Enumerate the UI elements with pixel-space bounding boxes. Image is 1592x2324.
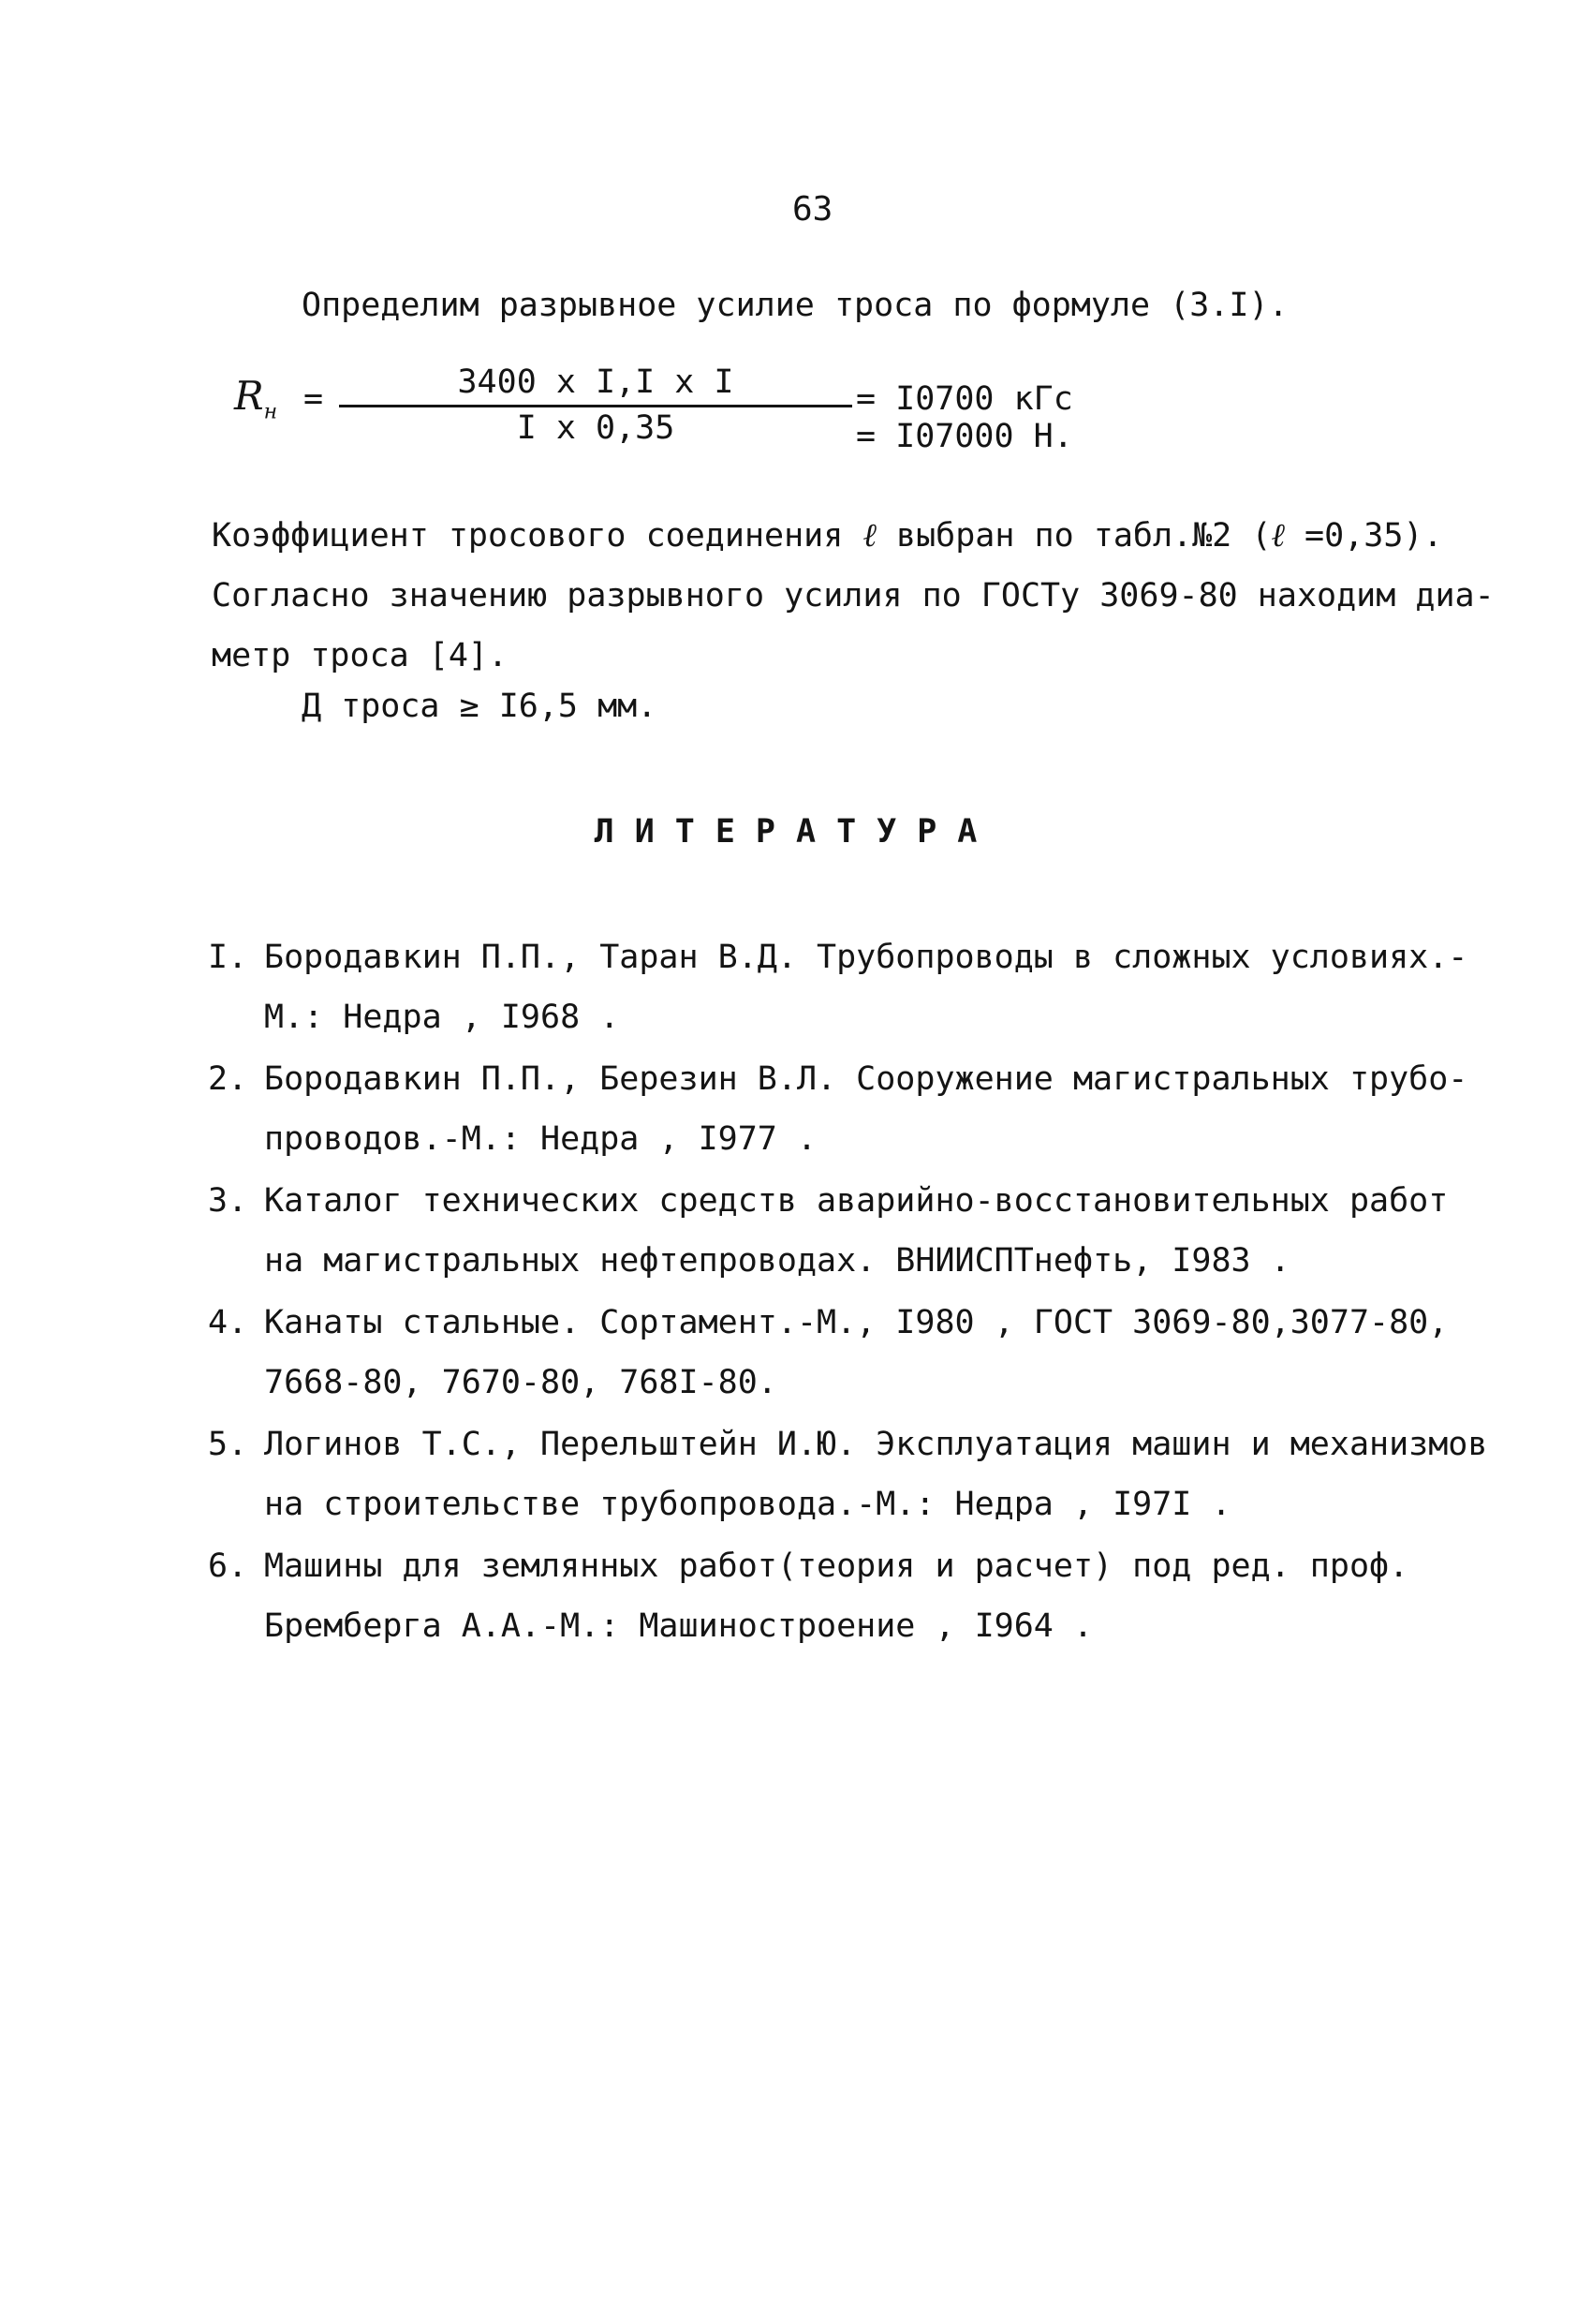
paragraph-line-2: Согласно значению разрывного усилия по ГОСТу 3069-80 находим диа- — [212, 577, 1495, 614]
reference-item: 6. Машины для землянных работ(теория и расчет) под ред. проф. Бремберга А.А.-М.: Машиностроение , I964 . — [208, 1547, 1409, 1645]
formula-symbol: $R_н$ — [234, 373, 278, 424]
coefficient-symbol: ℓ — [862, 517, 877, 555]
formula-result: = I0700 кГс = I07000 Н. — [856, 380, 1073, 455]
diameter-result: Д троса ≥ I6,5 мм. — [302, 688, 657, 725]
paragraph-line-3: метр троса [4]. — [212, 637, 509, 674]
formula — [234, 363, 1077, 466]
page-number: 63 — [792, 190, 833, 229]
formula-fraction — [339, 363, 852, 449]
paragraph-line-1: Коэффициент тросового соединения ℓ выбран по табл.№2 (ℓ =0,35). — [212, 517, 1443, 555]
literature-heading: ЛИТЕРАТУРА — [594, 813, 998, 851]
formula-equals: = — [303, 380, 324, 418]
formula-denominator: I x 0,35 — [516, 409, 675, 447]
reference-item: 2. Бородавкин П.П., Березин В.Л. Сооружение магистральных трубо- проводов.-М.: Недра , I977 . — [208, 1060, 1468, 1158]
reference-item: I. Бородавкин П.П., Таран В.Д. Трубопроводы в сложных условиях.- М.: Недра , I968 . — [208, 939, 1468, 1036]
reference-item: 3. Каталог технических средств аварийно-восстановительных работ на магистральных нефтепроводах. ВНИИСПТнефть, I983 . — [208, 1182, 1449, 1280]
formula-subscript: н — [263, 400, 278, 424]
reference-item: 4. Канаты стальные. Сортамент.-М., I980 , ГОСТ 3069-80,3077-80, 7668-80, 7670-80, 768I-80. — [208, 1304, 1449, 1401]
reference-list — [208, 927, 1488, 1658]
reference-item: 5. Логинов Т.С., Перельштейн И.Ю. Эксплуатация машин и механизмов на строительстве трубопровода.-М.: Недра , I97I . — [208, 1426, 1488, 1523]
paragraph — [212, 506, 1495, 686]
coefficient-symbol-2: ℓ — [1271, 517, 1285, 555]
intro-text: Определим разрывное усилие троса по формуле (3.I). — [302, 287, 1289, 324]
formula-numerator: 3400 x I,I x I — [339, 363, 852, 407]
